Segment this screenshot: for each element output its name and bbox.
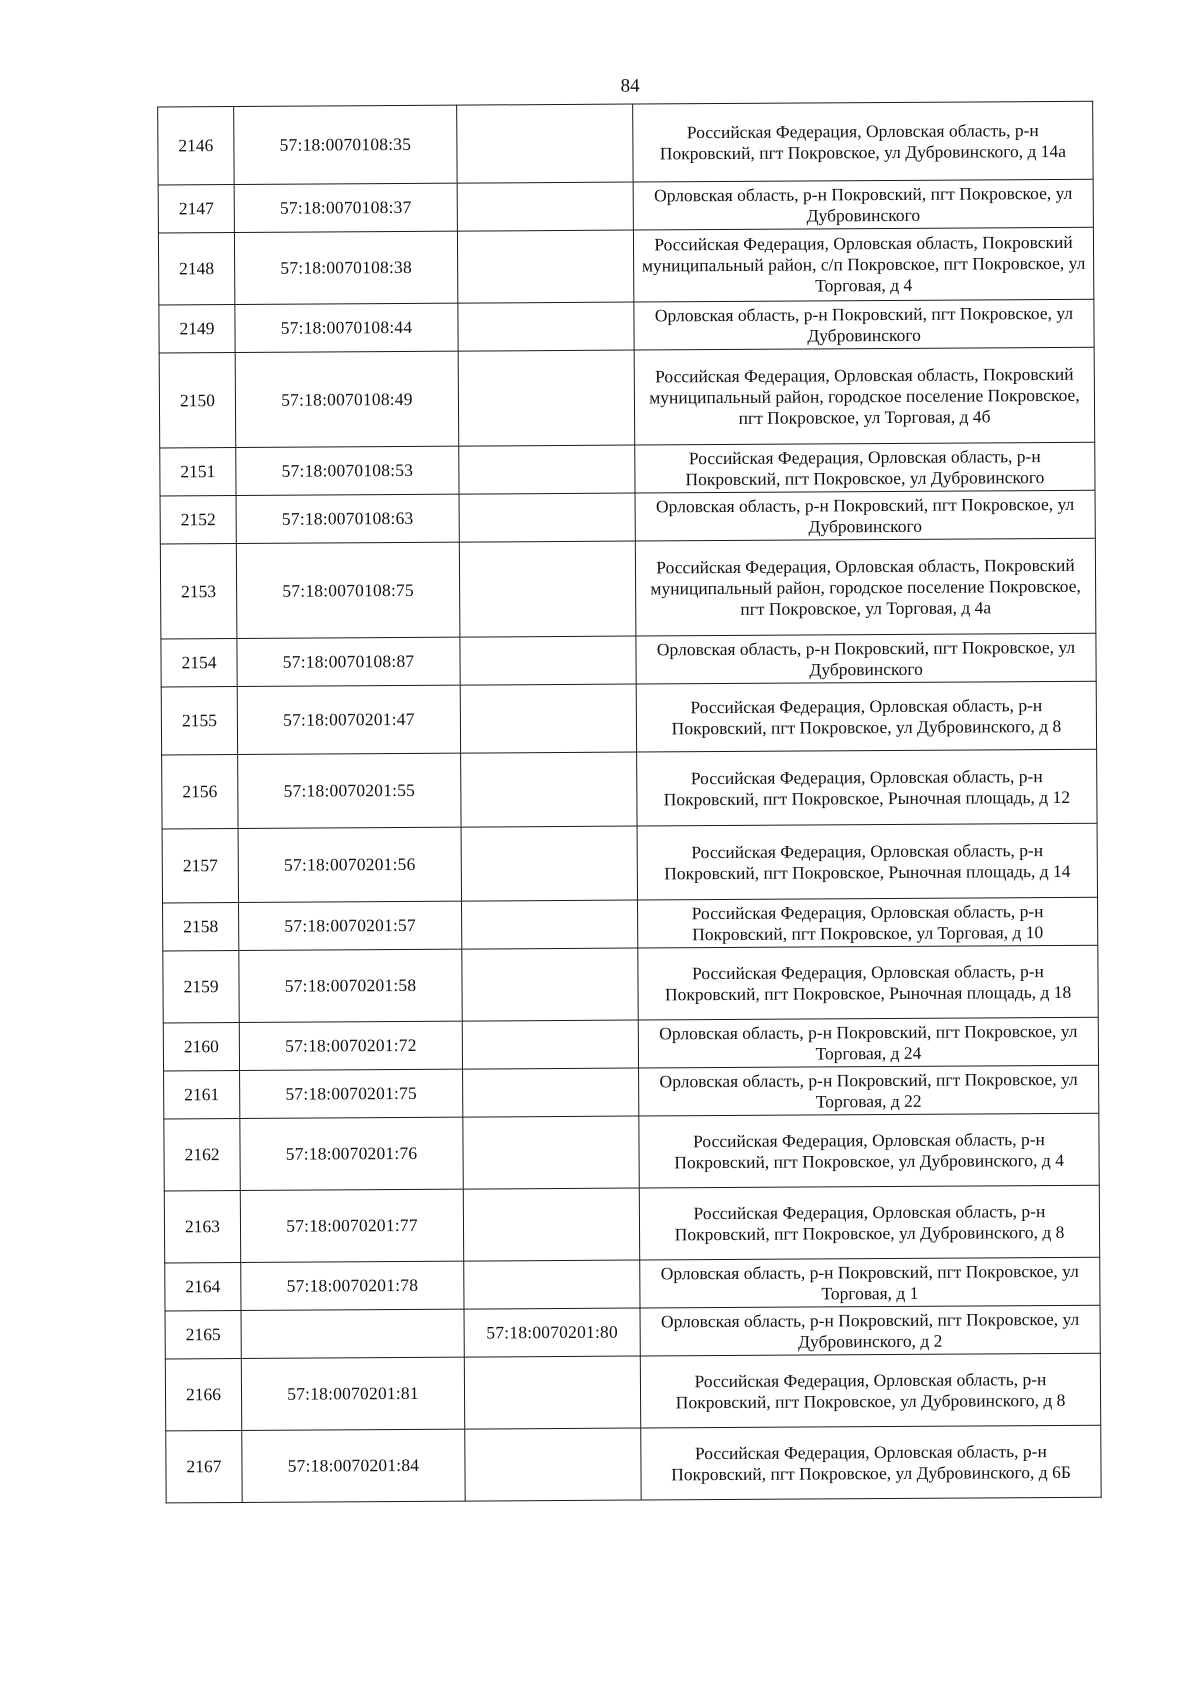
table-row — [158, 101, 1093, 185]
address: Орловская область, р-н Покровский, пгт Покровское, ул Торговая, д 1 — [640, 1257, 1100, 1308]
table-row — [164, 1065, 1099, 1119]
table-row — [162, 749, 1097, 829]
cadastral-number-alt: 57:18:0070201:80 — [464, 1308, 640, 1357]
cadastral-number-alt — [464, 1260, 640, 1309]
row-number: 2149 — [159, 304, 235, 352]
cadastral-number-alt — [463, 1116, 639, 1189]
cadastral-number: 57:18:0070108:75 — [236, 542, 460, 638]
table-row — [162, 823, 1097, 903]
cadastral-number: 57:18:0070108:38 — [234, 231, 457, 304]
cadastral-number-alt — [463, 1068, 639, 1117]
address: Орловская область, р-н Покровский, пгт Покровское, ул Дубровинского — [635, 490, 1095, 541]
row-number: 2162 — [164, 1118, 240, 1190]
table-row — [165, 1305, 1100, 1359]
cadastral-number-alt — [457, 104, 633, 183]
cadastral-number-alt — [462, 1020, 638, 1069]
address: Российская Федерация, Орловская область, р-н Покровский, пгт Покровское, ул Торговая, д 10 — [638, 897, 1098, 948]
row-number: 2153 — [160, 543, 237, 638]
table-row — [163, 945, 1098, 1023]
table-row — [165, 1257, 1100, 1311]
address: Российская Федерация, Орловская область, р-н Покровский, пгт Покровское, Рыночная площадь, д 18 — [638, 945, 1098, 1020]
row-number: 2151 — [160, 447, 236, 495]
address: Орловская область, р-н Покровский, пгт Покровское, ул Дубровинского — [634, 299, 1094, 350]
cadastral-table — [157, 101, 1102, 1504]
address: Российская Федерация, Орловская область, Покровский муниципальный район, городское поселение Покровское, пгт Покровское, ул Торговая, д 4а — [635, 538, 1096, 636]
row-number: 2158 — [163, 902, 239, 950]
address: Российская Федерация, Орловская область, р-н Покровский, пгт Покровское, ул Дубровинского, д 6Б — [641, 1425, 1101, 1500]
row-number: 2167 — [166, 1430, 242, 1502]
address: Российская Федерация, Орловская область, Покровский муниципальный район, с/п Покровское, пгт Покровское, ул Торговая, д 4 — [633, 227, 1093, 302]
cadastral-number: 57:18:0070108:49 — [235, 351, 459, 447]
address: Орловская область, р-н Покровский, пгт Покровское, ул Дубровинского — [636, 633, 1096, 684]
cadastral-number: 57:18:0070201:76 — [240, 1117, 463, 1190]
table-row — [160, 538, 1096, 639]
cadastral-number: 57:18:0070108:35 — [234, 105, 457, 184]
row-number: 2157 — [162, 828, 238, 902]
page-number: 84 — [620, 75, 640, 97]
cadastral-number: 57:18:0070108:63 — [236, 494, 459, 543]
table-row — [166, 1425, 1101, 1503]
address: Российская Федерация, Орловская область, р-н Покровский, пгт Покровское, Рыночная площадь, д 14 — [637, 823, 1097, 900]
address: Российская Федерация, Орловская область, р-н Покровский, пгт Покровское, ул Дубровинского, д 8 — [639, 1185, 1099, 1260]
cadastral-number: 57:18:0070108:44 — [235, 303, 458, 352]
cadastral-number-alt — [458, 350, 635, 446]
row-number: 2160 — [163, 1022, 239, 1070]
row-number: 2163 — [164, 1190, 240, 1262]
address: Орловская область, р-н Покровский, пгт Покровское, ул Дубровинского, д 2 — [640, 1305, 1100, 1356]
cadastral-number: 57:18:0070201:75 — [240, 1069, 463, 1118]
cadastral-number: 57:18:0070201:58 — [239, 949, 462, 1022]
cadastral-number: 57:18:0070201:72 — [239, 1021, 462, 1070]
table-row — [163, 897, 1098, 951]
table-row — [165, 1353, 1100, 1431]
row-number: 2156 — [162, 754, 238, 828]
row-number: 2154 — [161, 638, 237, 686]
cadastral-number-alt — [460, 636, 636, 685]
address: Российская Федерация, Орловская область, Покровский муниципальный район, городское поселение Покровское, пгт Покровское, ул Торговая, д 4б — [634, 347, 1095, 445]
cadastral-number: 57:18:0070201:78 — [241, 1261, 464, 1310]
cadastral-number: 57:18:0070201:56 — [238, 827, 461, 902]
cadastral-number-alt — [461, 826, 637, 901]
cadastral-number-alt — [460, 684, 636, 753]
address: Орловская область, р-н Покровский, пгт Покровское, ул Торговая, д 22 — [639, 1065, 1099, 1116]
address: Российская Федерация, Орловская область, р-н Покровский, пгт Покровское, ул Дубровинского — [635, 442, 1095, 493]
cadastral-number-alt — [458, 302, 634, 351]
address: Российская Федерация, Орловская область, р-н Покровский, пгт Покровское, ул Дубровинского, д 8 — [636, 681, 1096, 752]
address: Орловская область, р-н Покровский, пгт Покровское, ул Торговая, д 24 — [638, 1017, 1098, 1068]
cadastral-number: 57:18:0070201:77 — [240, 1189, 463, 1262]
cadastral-number: 57:18:0070201:81 — [241, 1357, 464, 1430]
table-row — [160, 442, 1095, 496]
row-number: 2164 — [165, 1262, 241, 1310]
cadastral-number-alt — [462, 900, 638, 949]
row-number: 2146 — [158, 106, 234, 184]
row-number: 2159 — [163, 950, 239, 1022]
address: Российская Федерация, Орловская область, р-н Покровский, пгт Покровское, Рыночная площадь, д 12 — [637, 749, 1097, 826]
cadastral-number: 57:18:0070201:47 — [237, 685, 460, 754]
row-number: 2166 — [165, 1358, 241, 1430]
table-row — [164, 1113, 1099, 1191]
address: Российская Федерация, Орловская область, р-н Покровский, пгт Покровское, ул Дубровинского, д 14а — [633, 101, 1093, 182]
row-number: 2148 — [158, 232, 234, 304]
cadastral-number-alt — [463, 1188, 639, 1261]
table-row — [158, 179, 1093, 233]
cadastral-number: 57:18:0070201:57 — [239, 901, 462, 950]
cadastral-number-alt — [457, 230, 633, 303]
cadastral-number: 57:18:0070108:37 — [234, 183, 457, 232]
cadastral-number-alt — [457, 182, 633, 231]
cadastral-number — [241, 1309, 464, 1358]
table-row — [163, 1017, 1098, 1071]
table-row — [159, 299, 1094, 353]
cadastral-number-alt — [465, 1428, 641, 1501]
row-number: 2161 — [164, 1070, 240, 1118]
cadastral-number: 57:18:0070201:84 — [242, 1429, 465, 1502]
cadastral-number: 57:18:0070108:87 — [237, 637, 460, 686]
cadastral-number-alt — [464, 1356, 640, 1429]
cadastral-number: 57:18:0070201:55 — [238, 753, 461, 828]
cadastral-number-alt — [461, 752, 637, 827]
cadastral-number-alt — [459, 445, 635, 494]
table-row — [159, 347, 1095, 448]
address: Орловская область, р-н Покровский, пгт Покровское, ул Дубровинского — [633, 179, 1093, 230]
cadastral-number-alt — [459, 493, 635, 542]
row-number: 2165 — [165, 1310, 241, 1358]
row-number: 2147 — [158, 184, 234, 232]
cadastral-number-alt — [459, 541, 636, 637]
table-row — [160, 490, 1095, 544]
row-number: 2155 — [161, 686, 237, 754]
cadastral-number: 57:18:0070108:53 — [236, 446, 459, 495]
table-row — [161, 681, 1096, 755]
row-number: 2150 — [159, 352, 236, 447]
address: Российская Федерация, Орловская область, р-н Покровский, пгт Покровское, ул Дубровинского, д 4 — [639, 1113, 1099, 1188]
table-row — [164, 1185, 1099, 1263]
row-number: 2152 — [160, 495, 236, 543]
cadastral-number-alt — [462, 948, 638, 1021]
table-row — [158, 227, 1093, 305]
address: Российская Федерация, Орловская область, р-н Покровский, пгт Покровское, ул Дубровинского, д 8 — [640, 1353, 1100, 1428]
table-row — [161, 633, 1096, 687]
